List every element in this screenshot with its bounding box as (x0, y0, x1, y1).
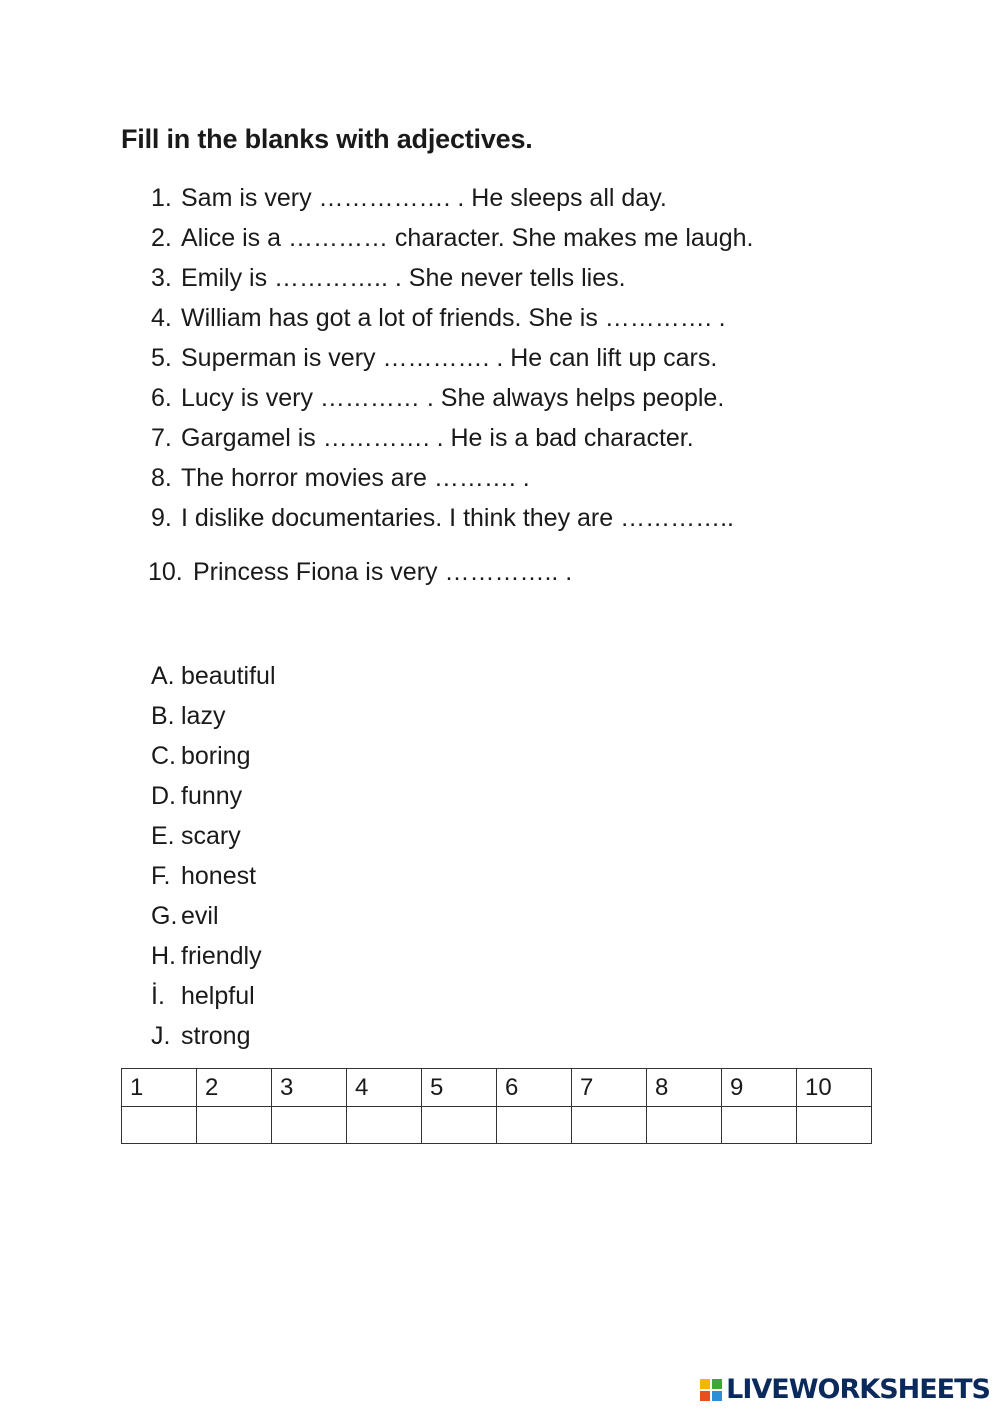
question-text: Alice is a ………… character. She makes me laugh. (181, 224, 754, 252)
answer-header-cell: 3 (272, 1069, 347, 1107)
logo-text: LIVEWORKSHEETS (726, 1374, 990, 1405)
question-item (148, 556, 753, 596)
logo-square (712, 1379, 722, 1389)
option-letter: B. (151, 702, 175, 730)
answer-cell-8[interactable] (647, 1107, 722, 1144)
option-letter: E. (151, 822, 175, 850)
option-word: honest (181, 862, 257, 890)
option-word: scary (181, 822, 241, 850)
worksheet-title: Fill in the blanks with adjectives. (121, 124, 533, 154)
question-text: Emily is ………….. . She never tells lies. (181, 264, 626, 292)
answer-header-cell: 1 (122, 1069, 197, 1107)
option-item (151, 860, 276, 900)
question-text: Superman is very …………. . He can lift up cars. (181, 344, 718, 372)
answer-header-cell: 4 (347, 1069, 422, 1107)
answer-header-cell: 5 (422, 1069, 497, 1107)
liveworksheets-logo (700, 1374, 990, 1405)
answer-cell-4[interactable] (347, 1107, 422, 1144)
answer-header-cell: 2 (197, 1069, 272, 1107)
option-letter: A. (151, 662, 175, 690)
answer-cell-7[interactable] (572, 1107, 647, 1144)
option-letter: H. (151, 942, 176, 970)
option-word: funny (181, 782, 243, 810)
answer-header-cell: 10 (797, 1069, 872, 1107)
question-item (151, 462, 753, 502)
question-number: 6. (151, 384, 172, 412)
option-item (151, 740, 276, 780)
answer-cell-2[interactable] (197, 1107, 272, 1144)
logo-square (700, 1391, 710, 1401)
question-item (151, 502, 753, 542)
answer-cell-3[interactable] (272, 1107, 347, 1144)
question-number: 3. (151, 264, 172, 292)
logo-mark-icon (700, 1379, 722, 1401)
question-text: The horror movies are ………. . (181, 464, 530, 492)
question-item (151, 342, 753, 382)
option-item (151, 940, 276, 980)
question-text: I dislike documentaries. I think they are ………….. (181, 504, 734, 532)
question-item (151, 182, 753, 222)
option-item (151, 980, 276, 1020)
answer-cell-6[interactable] (497, 1107, 572, 1144)
answer-cell-5[interactable] (422, 1107, 497, 1144)
question-text: Princess Fiona is very ………….. . (193, 558, 573, 586)
option-letter: İ. (151, 982, 165, 1010)
option-letter: C. (151, 742, 176, 770)
option-letter: F. (151, 862, 171, 890)
option-list (151, 660, 276, 1060)
answer-cell-9[interactable] (722, 1107, 797, 1144)
answer-cell-1[interactable] (122, 1107, 197, 1144)
option-word: friendly (181, 942, 262, 970)
question-item (151, 262, 753, 302)
option-word: strong (181, 1022, 251, 1050)
question-list (148, 182, 754, 596)
answer-table (121, 1068, 872, 1144)
option-item (151, 700, 276, 740)
option-word: evil (181, 902, 219, 930)
answer-cell-10[interactable] (797, 1107, 872, 1144)
question-number: 8. (151, 464, 172, 492)
logo-square (700, 1379, 710, 1389)
question-item (151, 382, 753, 422)
question-number: 7. (151, 424, 172, 452)
option-word: boring (181, 742, 251, 770)
question-item (151, 422, 753, 462)
question-number: 1. (151, 184, 172, 212)
option-word: lazy (181, 702, 226, 730)
question-number: 10. (148, 558, 183, 586)
option-letter: G. (151, 902, 178, 930)
option-item (151, 780, 276, 820)
question-item (151, 302, 753, 342)
option-item (151, 1020, 276, 1060)
logo-square (712, 1391, 722, 1401)
option-word: beautiful (181, 662, 276, 690)
answer-input-row (122, 1107, 872, 1144)
option-item (151, 820, 276, 860)
option-item (151, 900, 276, 940)
question-text: Lucy is very ………… . She always helps people. (181, 384, 725, 412)
question-text: William has got a lot of friends. She is …………. . (181, 304, 726, 332)
question-number: 4. (151, 304, 172, 332)
answer-header-cell: 7 (572, 1069, 647, 1107)
option-item (151, 660, 276, 700)
question-number: 9. (151, 504, 172, 532)
option-letter: D. (151, 782, 176, 810)
question-text: Gargamel is …………. . He is a bad character. (181, 424, 694, 452)
answer-header-cell: 8 (647, 1069, 722, 1107)
answer-header-row (122, 1069, 872, 1107)
question-number: 2. (151, 224, 172, 252)
question-text: Sam is very ……………. . He sleeps all day. (181, 184, 667, 212)
option-word: helpful (181, 982, 255, 1010)
answer-header-cell: 9 (722, 1069, 797, 1107)
question-number: 5. (151, 344, 172, 372)
question-item (151, 222, 753, 262)
answer-header-cell: 6 (497, 1069, 572, 1107)
option-letter: J. (151, 1022, 171, 1050)
